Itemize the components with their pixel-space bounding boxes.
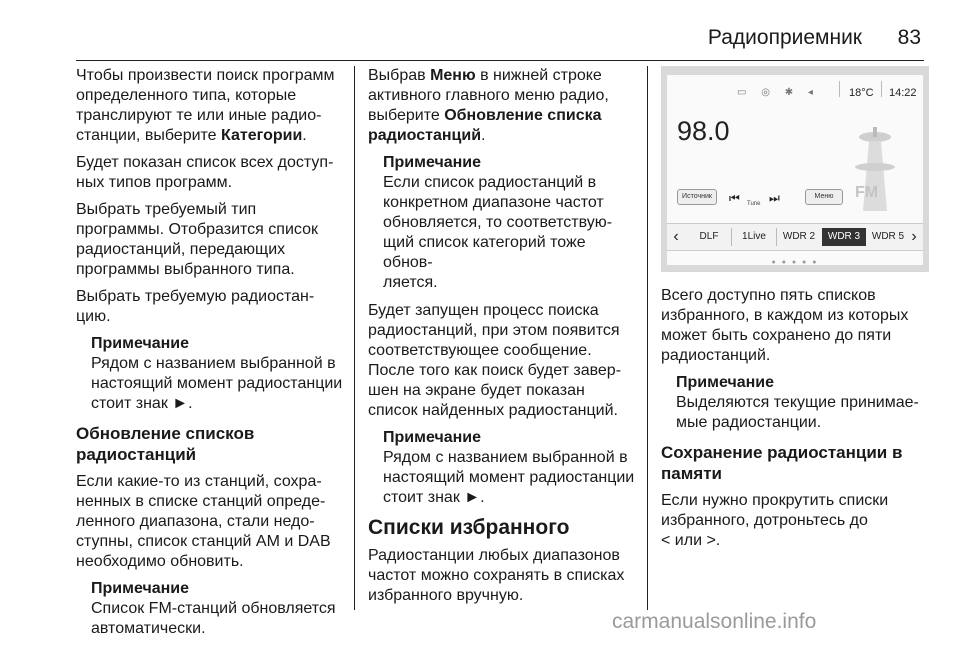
paragraph: Чтобы произвести поиск программ определенного типа, которые транслируют те или иные радио- станции, выберите Категории. <box>76 67 335 144</box>
frequency-display: 98.0 <box>677 116 730 146</box>
radio-screen-illustration <box>661 66 929 272</box>
page-header <box>0 22 960 52</box>
paragraph: Будет запущен процесс поиска радиостанций, при этом появится соответствующее сообщение. После того как поиск будет завер- шен на экране будет показан список найденных радиостанций. <box>368 302 622 419</box>
status-icons: ▭ ◎ ✱ ◂ <box>737 87 819 98</box>
chevron-right-icon[interactable]: › <box>911 228 917 245</box>
page-number: 83 <box>897 26 921 49</box>
note: Примечание Рядом с названием выбранной в настоящий момент радиостанции стоит знак ►. <box>383 428 638 508</box>
chevron-left-icon[interactable]: ‹ <box>673 228 679 245</box>
clock: 14:22 <box>889 87 917 99</box>
seek-back-icon[interactable]: ⏮ <box>729 191 740 205</box>
paragraph: Выбрав Меню в нижней строке активного главного меню радио, выберите Обновление списка радиостанций. <box>368 67 609 144</box>
note: Примечание Список FM-станций обновляется автоматически. <box>91 579 346 639</box>
seek-forward-icon[interactable]: ⏭ <box>769 191 780 205</box>
favorite-item[interactable]: 1Live <box>742 231 766 242</box>
favorites-bar <box>667 223 923 251</box>
column-1 <box>76 66 346 647</box>
radio-screen <box>667 75 923 265</box>
paragraph: Если какие-то из станций, сохра- ненных в списке станций опреде- ленного диапазона, стали недо- ступны, список станций AM и DAB необходимо обновить. <box>76 473 331 570</box>
paragraph: Радиостанции любых диапазонов частот можно сохранять в списках избранного вручную. <box>368 547 625 604</box>
note-title: Примечание <box>91 580 190 597</box>
paragraph: Выбрать требуемый тип программы. Отобразится список радиостанций, передающих программы выбранного типа. <box>76 201 318 278</box>
note: Примечание Рядом с названием выбранной в настоящий момент радиостанции стоит знак ►. <box>91 334 346 414</box>
source-button[interactable]: Источник <box>677 189 717 205</box>
note-title: Примечание <box>383 429 482 446</box>
fm-label: FM <box>855 184 879 201</box>
watermark: carmanualsonline.info <box>612 610 817 633</box>
menu-button[interactable]: Меню <box>805 189 843 205</box>
note-title: Примечание <box>383 154 482 171</box>
favorite-item-active[interactable]: WDR 3 <box>822 228 866 246</box>
column-divider-2 <box>647 66 648 610</box>
note-title: Примечание <box>676 374 775 391</box>
radio-tower-icon <box>835 125 917 215</box>
note: Примечание Выделяются текущие принимае- мые радиостанции. <box>676 373 929 433</box>
section-heading: Сохранение радиостанции в памяти <box>661 443 903 483</box>
favorite-item[interactable]: WDR 5 <box>871 231 905 242</box>
section-heading: Обновление списков радиостанций <box>76 424 255 464</box>
paragraph: Всего доступно пять списков избранного, в каждом из которых может быть сохранено до пяти радиостанций. <box>661 287 909 364</box>
column-divider-1 <box>354 66 355 610</box>
status-bar <box>667 81 923 97</box>
tune-label[interactable]: Tune <box>747 201 761 207</box>
page-title: Радиоприемник <box>707 26 862 49</box>
paragraph: Будет показан список всех доступ- ных типов программ. <box>76 154 334 191</box>
favorite-item[interactable]: DLF <box>699 231 719 242</box>
paragraph: Выбрать требуемую радиостан- цию. <box>76 288 315 325</box>
favorite-item[interactable]: WDR 2 <box>782 231 816 242</box>
note: Примечание Если список радиостанций в конкретном диапазоне частот обновляется, то соответствую- щий список категорий тоже обнов- ляется. <box>383 153 638 293</box>
header-rule <box>76 60 924 61</box>
paragraph: Если нужно прокрутить списки избранного, дотроньтесь до < или >. <box>661 492 889 549</box>
note-title: Примечание <box>91 335 190 352</box>
column-2 <box>368 66 638 613</box>
column-3 <box>661 66 929 558</box>
page-dots: ● ● ● ● ● <box>771 259 819 266</box>
temperature: 18°C <box>849 87 874 99</box>
section-heading: Списки избранного <box>368 516 570 539</box>
